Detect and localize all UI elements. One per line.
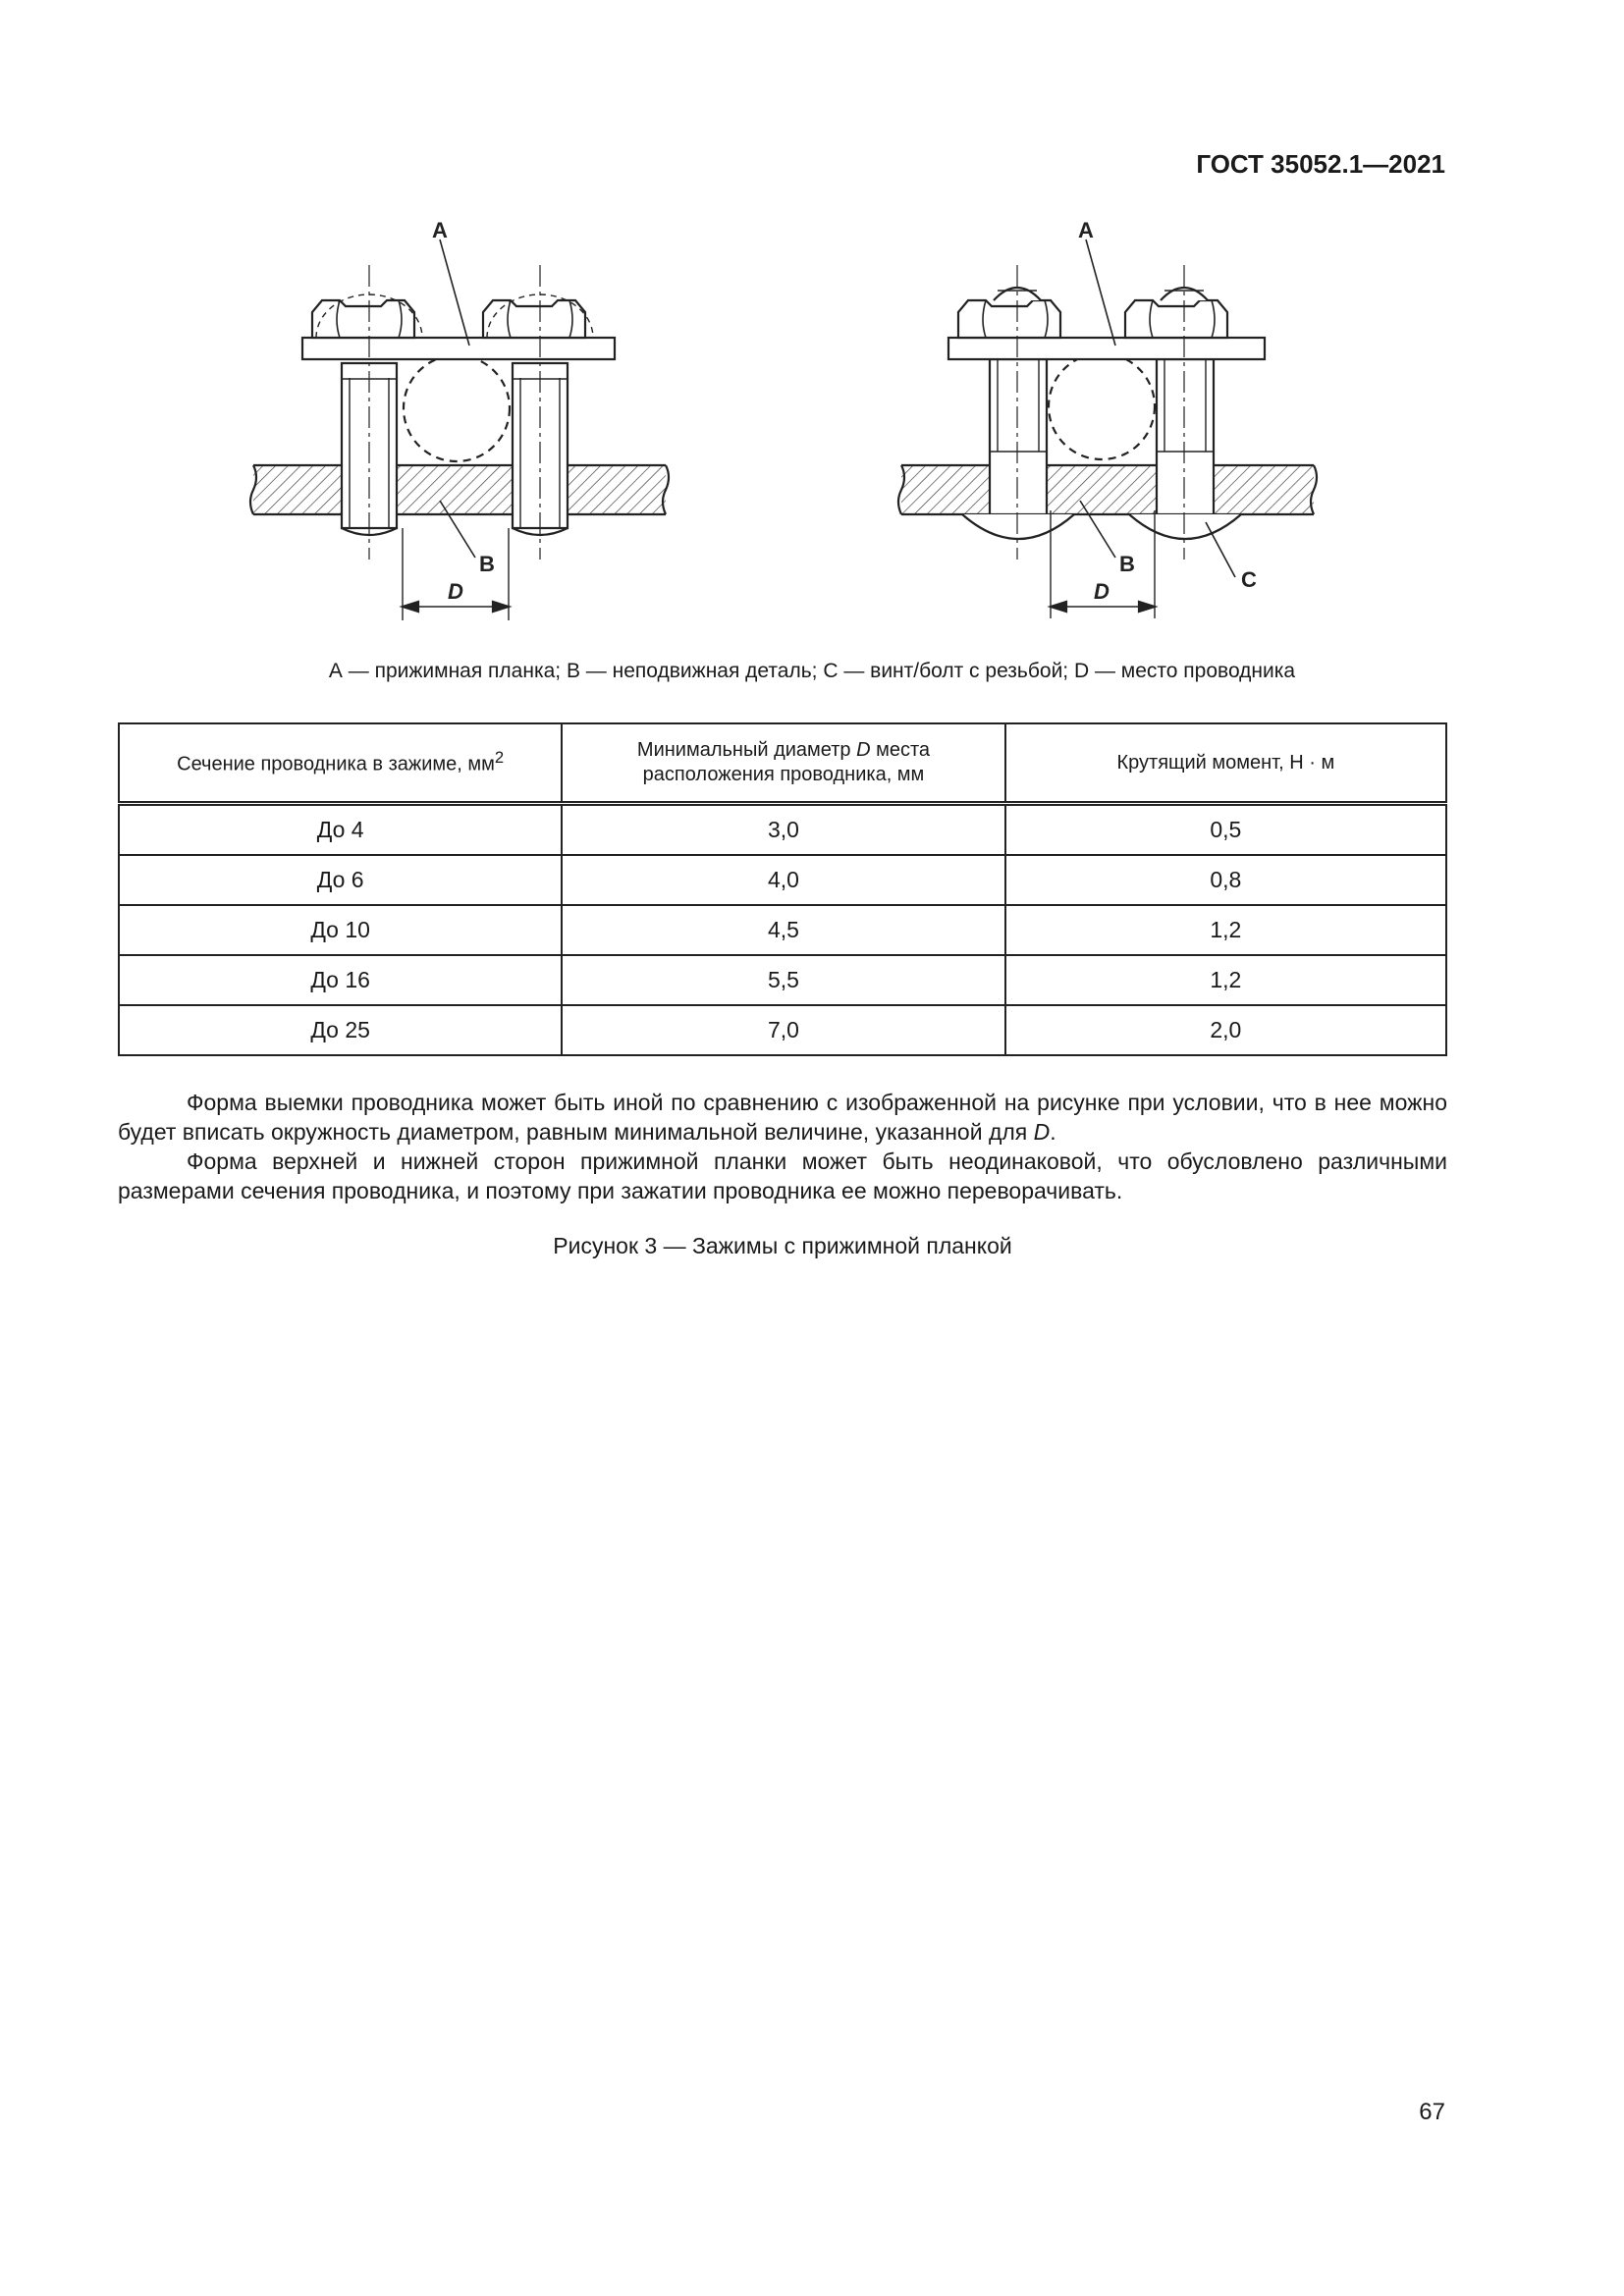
table-row	[119, 955, 1446, 1005]
cell-torque: 1,2	[1005, 905, 1446, 955]
cell-section: До 16	[119, 955, 562, 1005]
body-text	[118, 1088, 1447, 1205]
label-b-right: B	[1119, 552, 1135, 576]
cell-section: До 6	[119, 855, 562, 905]
cell-torque: 0,5	[1005, 804, 1446, 856]
table-row	[119, 855, 1446, 905]
label-b-left: B	[479, 552, 495, 576]
label-d-left: D	[448, 579, 463, 604]
label-c: C	[1241, 567, 1257, 592]
cell-section: До 25	[119, 1005, 562, 1055]
label-d-right: D	[1094, 579, 1110, 604]
figure-clamps	[0, 216, 1624, 648]
cell-torque: 0,8	[1005, 855, 1446, 905]
header-diameter: Минимальный диаметр D места расположения проводника, мм	[562, 723, 1004, 804]
document-id: ГОСТ 35052.1—2021	[1196, 149, 1445, 179]
header-torque: Крутящий момент, Н · м	[1005, 723, 1446, 804]
table-header-row	[119, 723, 1446, 804]
cell-diameter: 4,0	[562, 855, 1004, 905]
label-a-right: A	[1078, 218, 1094, 242]
table-row	[119, 905, 1446, 955]
spec-table	[118, 722, 1447, 1056]
cell-torque: 2,0	[1005, 1005, 1446, 1055]
table-row	[119, 1005, 1446, 1055]
cell-section: До 4	[119, 804, 562, 856]
table-row	[119, 804, 1446, 856]
header-section: Сечение проводника в зажиме, $мм^2$	[119, 723, 562, 804]
figure-caption: Рисунок 3 — Зажимы с прижимной планкой	[553, 1233, 1012, 1258]
cell-diameter: 7,0	[562, 1005, 1004, 1055]
clamp-drawing	[0, 216, 1624, 648]
cell-torque: 1,2	[1005, 955, 1446, 1005]
right-clamp	[898, 240, 1317, 618]
paragraph-2: Форма верхней и нижней сторон прижимной планки может быть неодинаковой, что обусловлено различными размерами сечения проводника, и поэтому при зажатии проводника ее можно переворачивать.	[118, 1148, 1447, 1203]
cell-diameter: 3,0	[562, 804, 1004, 856]
figure-legend: А — прижимная планка; В — неподвижная деталь; С — винт/болт с резьбой; D — место проводника	[328, 660, 1296, 682]
paragraph-1: Форма выемки проводника может быть иной по сравнению с изображенной на рисунке при условии, что в нее можно будет вписать окружность диаметром, равным минимальной величине, указанной для D.	[118, 1090, 1447, 1145]
cell-diameter: 4,5	[562, 905, 1004, 955]
left-clamp	[250, 240, 669, 620]
label-a-left: A	[432, 218, 448, 242]
cell-section: До 10	[119, 905, 562, 955]
cell-diameter: 5,5	[562, 955, 1004, 1005]
page-number: 67	[1419, 2099, 1445, 2125]
